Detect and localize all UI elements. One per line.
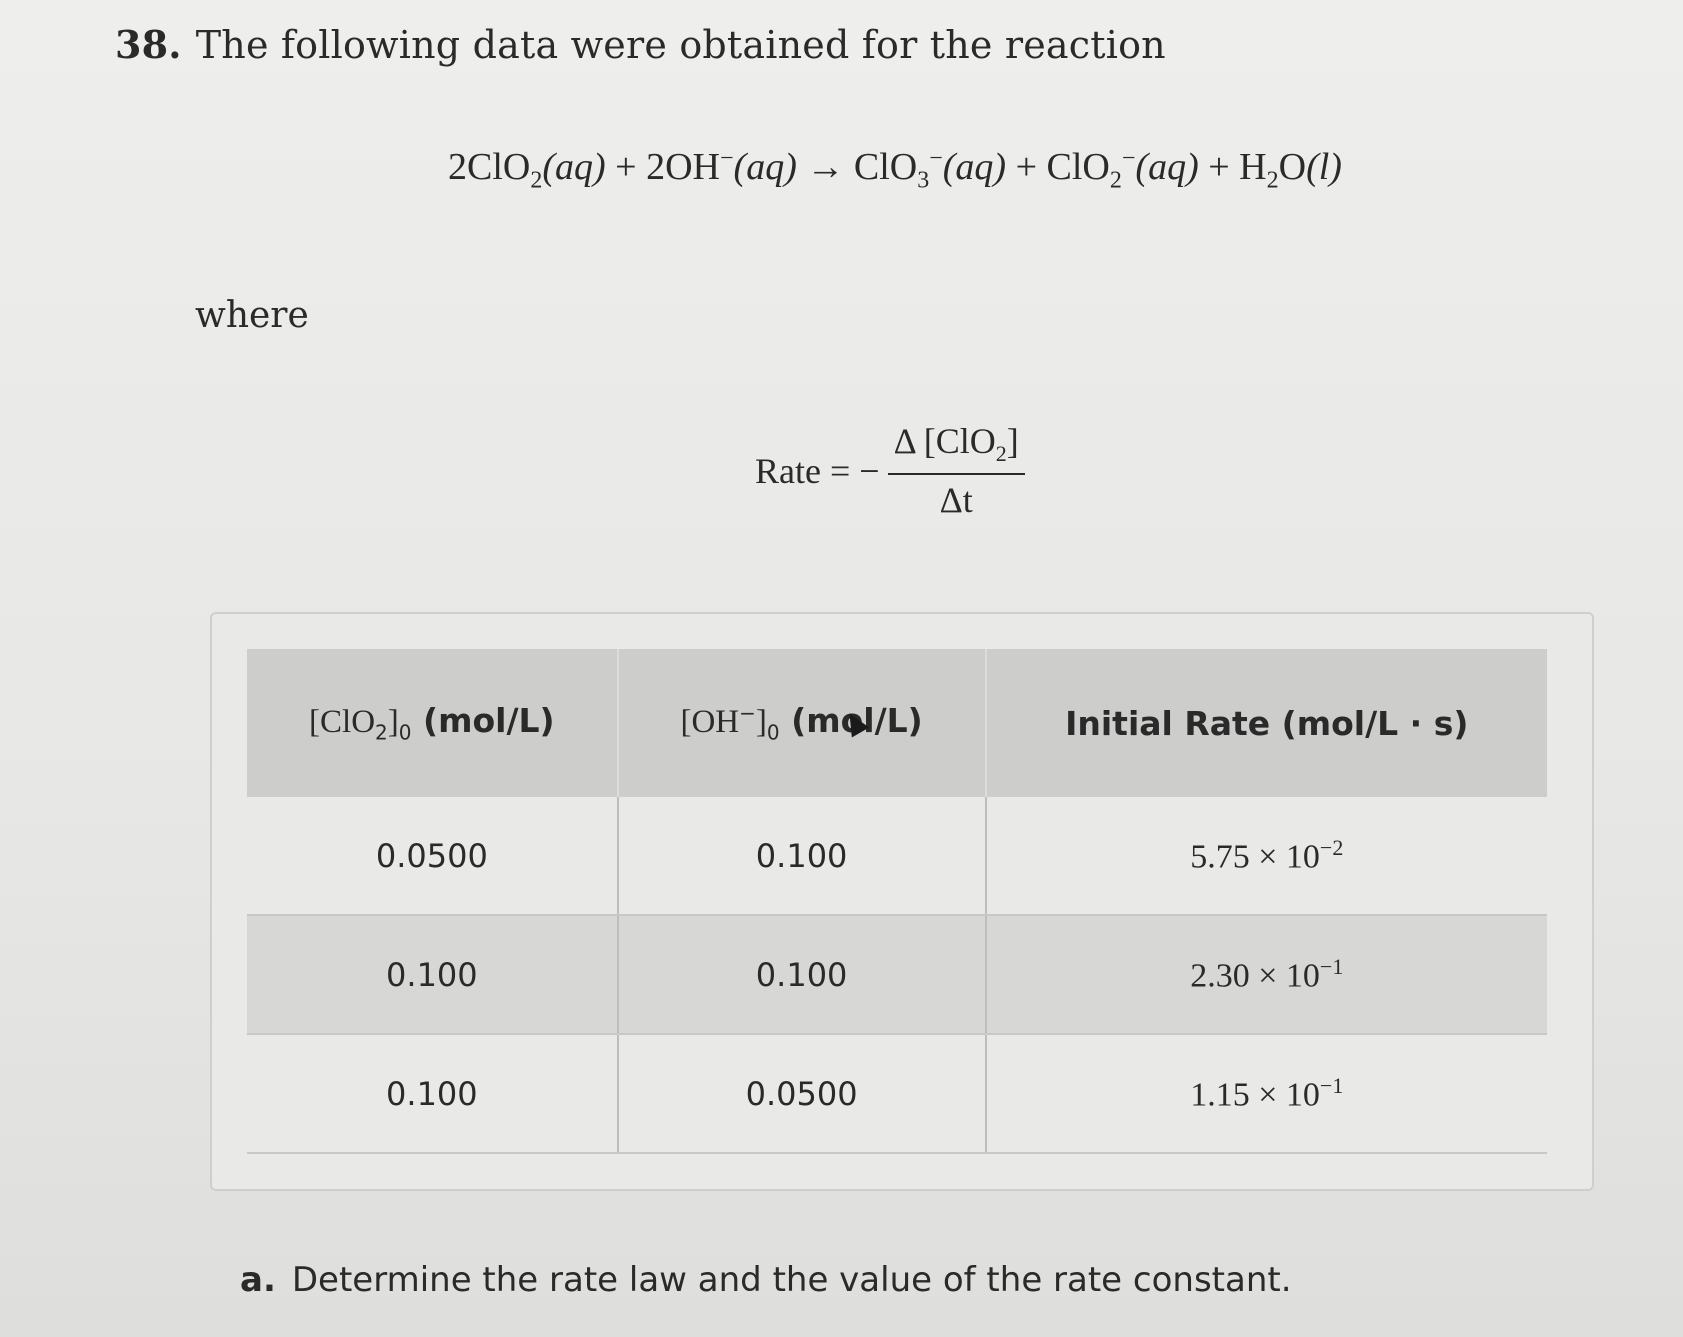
cell-oh: 0.0500 [618, 1034, 986, 1153]
eq-phase: (aq) [1135, 146, 1199, 188]
rate-equation [755, 420, 1025, 521]
rate-exponent: −2 [1319, 834, 1344, 860]
cell-oh: 0.100 [618, 797, 986, 915]
rate-mantissa: 5.75 × 10 [1190, 838, 1320, 876]
eq-sub: 2 [1109, 167, 1122, 194]
rate-mantissa: 2.30 × 10 [1190, 957, 1320, 995]
eq-phase: (aq) [542, 146, 606, 188]
eq-sup: − [929, 145, 943, 172]
rate-num-text: Δ [ClO [893, 421, 996, 461]
rate-exponent: −1 [1319, 1072, 1344, 1098]
eq-term: 2OH [646, 146, 720, 188]
cell-oh: 0.100 [618, 915, 986, 1034]
eq-sub: 2 [1266, 167, 1279, 194]
eq-phase: (l) [1306, 146, 1342, 188]
part-a-prompt [240, 1260, 1292, 1300]
data-table [247, 649, 1547, 1154]
table-row [247, 797, 1547, 915]
header-initial-rate: Initial Rate (mol/L · s) [986, 649, 1547, 797]
reaction-equation [448, 145, 1342, 195]
cell-rate [986, 1034, 1547, 1153]
cell-clo2: 0.0500 [247, 797, 618, 915]
part-a-label: a. [240, 1260, 276, 1300]
header-close: ] [755, 704, 767, 741]
eq-sup: − [1121, 145, 1136, 172]
eq-plus: + [1006, 146, 1047, 188]
cell-clo2: 0.100 [247, 915, 618, 1034]
rate-num-sub: 2 [995, 441, 1007, 467]
header-sub: 2 [375, 720, 388, 745]
header-sub: 0 [766, 720, 780, 745]
eq-term: ClO [853, 146, 918, 188]
eq-sub: 3 [917, 167, 930, 194]
eq-term: H [1239, 146, 1267, 188]
question-number: 38. [115, 22, 182, 67]
header-sup: − [739, 701, 756, 726]
rate-num-end: ] [1006, 421, 1019, 461]
cell-rate [986, 797, 1547, 915]
table-row [247, 915, 1547, 1034]
table-row [247, 1034, 1547, 1153]
part-a-text: Determine the rate law and the value of the rate constant. [291, 1260, 1292, 1300]
header-unit: (mol/L) [779, 701, 923, 741]
header-clo2 [247, 649, 618, 797]
rate-mantissa: 1.15 × 10 [1190, 1076, 1320, 1114]
eq-sup: − [720, 145, 734, 172]
rate-numerator [888, 420, 1025, 475]
question-text: The following data were obtained for the reaction [195, 23, 1166, 67]
eq-phase: (aq) [733, 146, 797, 188]
eq-arrow: → [796, 146, 854, 188]
header-sub: 0 [398, 720, 412, 745]
rate-exponent: −1 [1319, 953, 1344, 979]
eq-sub: 2 [530, 167, 543, 194]
table-header-row [247, 649, 1547, 797]
header-close: ] [387, 704, 399, 741]
question-title [115, 22, 1166, 67]
header-oh [618, 649, 986, 797]
header-chem: [OH [680, 704, 740, 741]
eq-term: ClO [1046, 146, 1110, 188]
header-chem: [ClO [309, 704, 376, 741]
eq-phase: (aq) [942, 146, 1007, 188]
rate-denominator: Δt [939, 480, 973, 521]
eq-plus: + [605, 146, 647, 188]
where-label: where [195, 295, 309, 336]
eq-plus: + [1198, 146, 1240, 188]
cell-clo2: 0.100 [247, 1034, 618, 1153]
eq-term: O [1278, 146, 1307, 188]
eq-term: 2ClO [448, 146, 531, 188]
rate-lhs: Rate = − [755, 450, 880, 491]
cell-rate [986, 915, 1547, 1034]
data-table-card [210, 612, 1594, 1191]
header-unit: (mol/L) [411, 701, 555, 741]
rate-fraction [888, 420, 1025, 521]
